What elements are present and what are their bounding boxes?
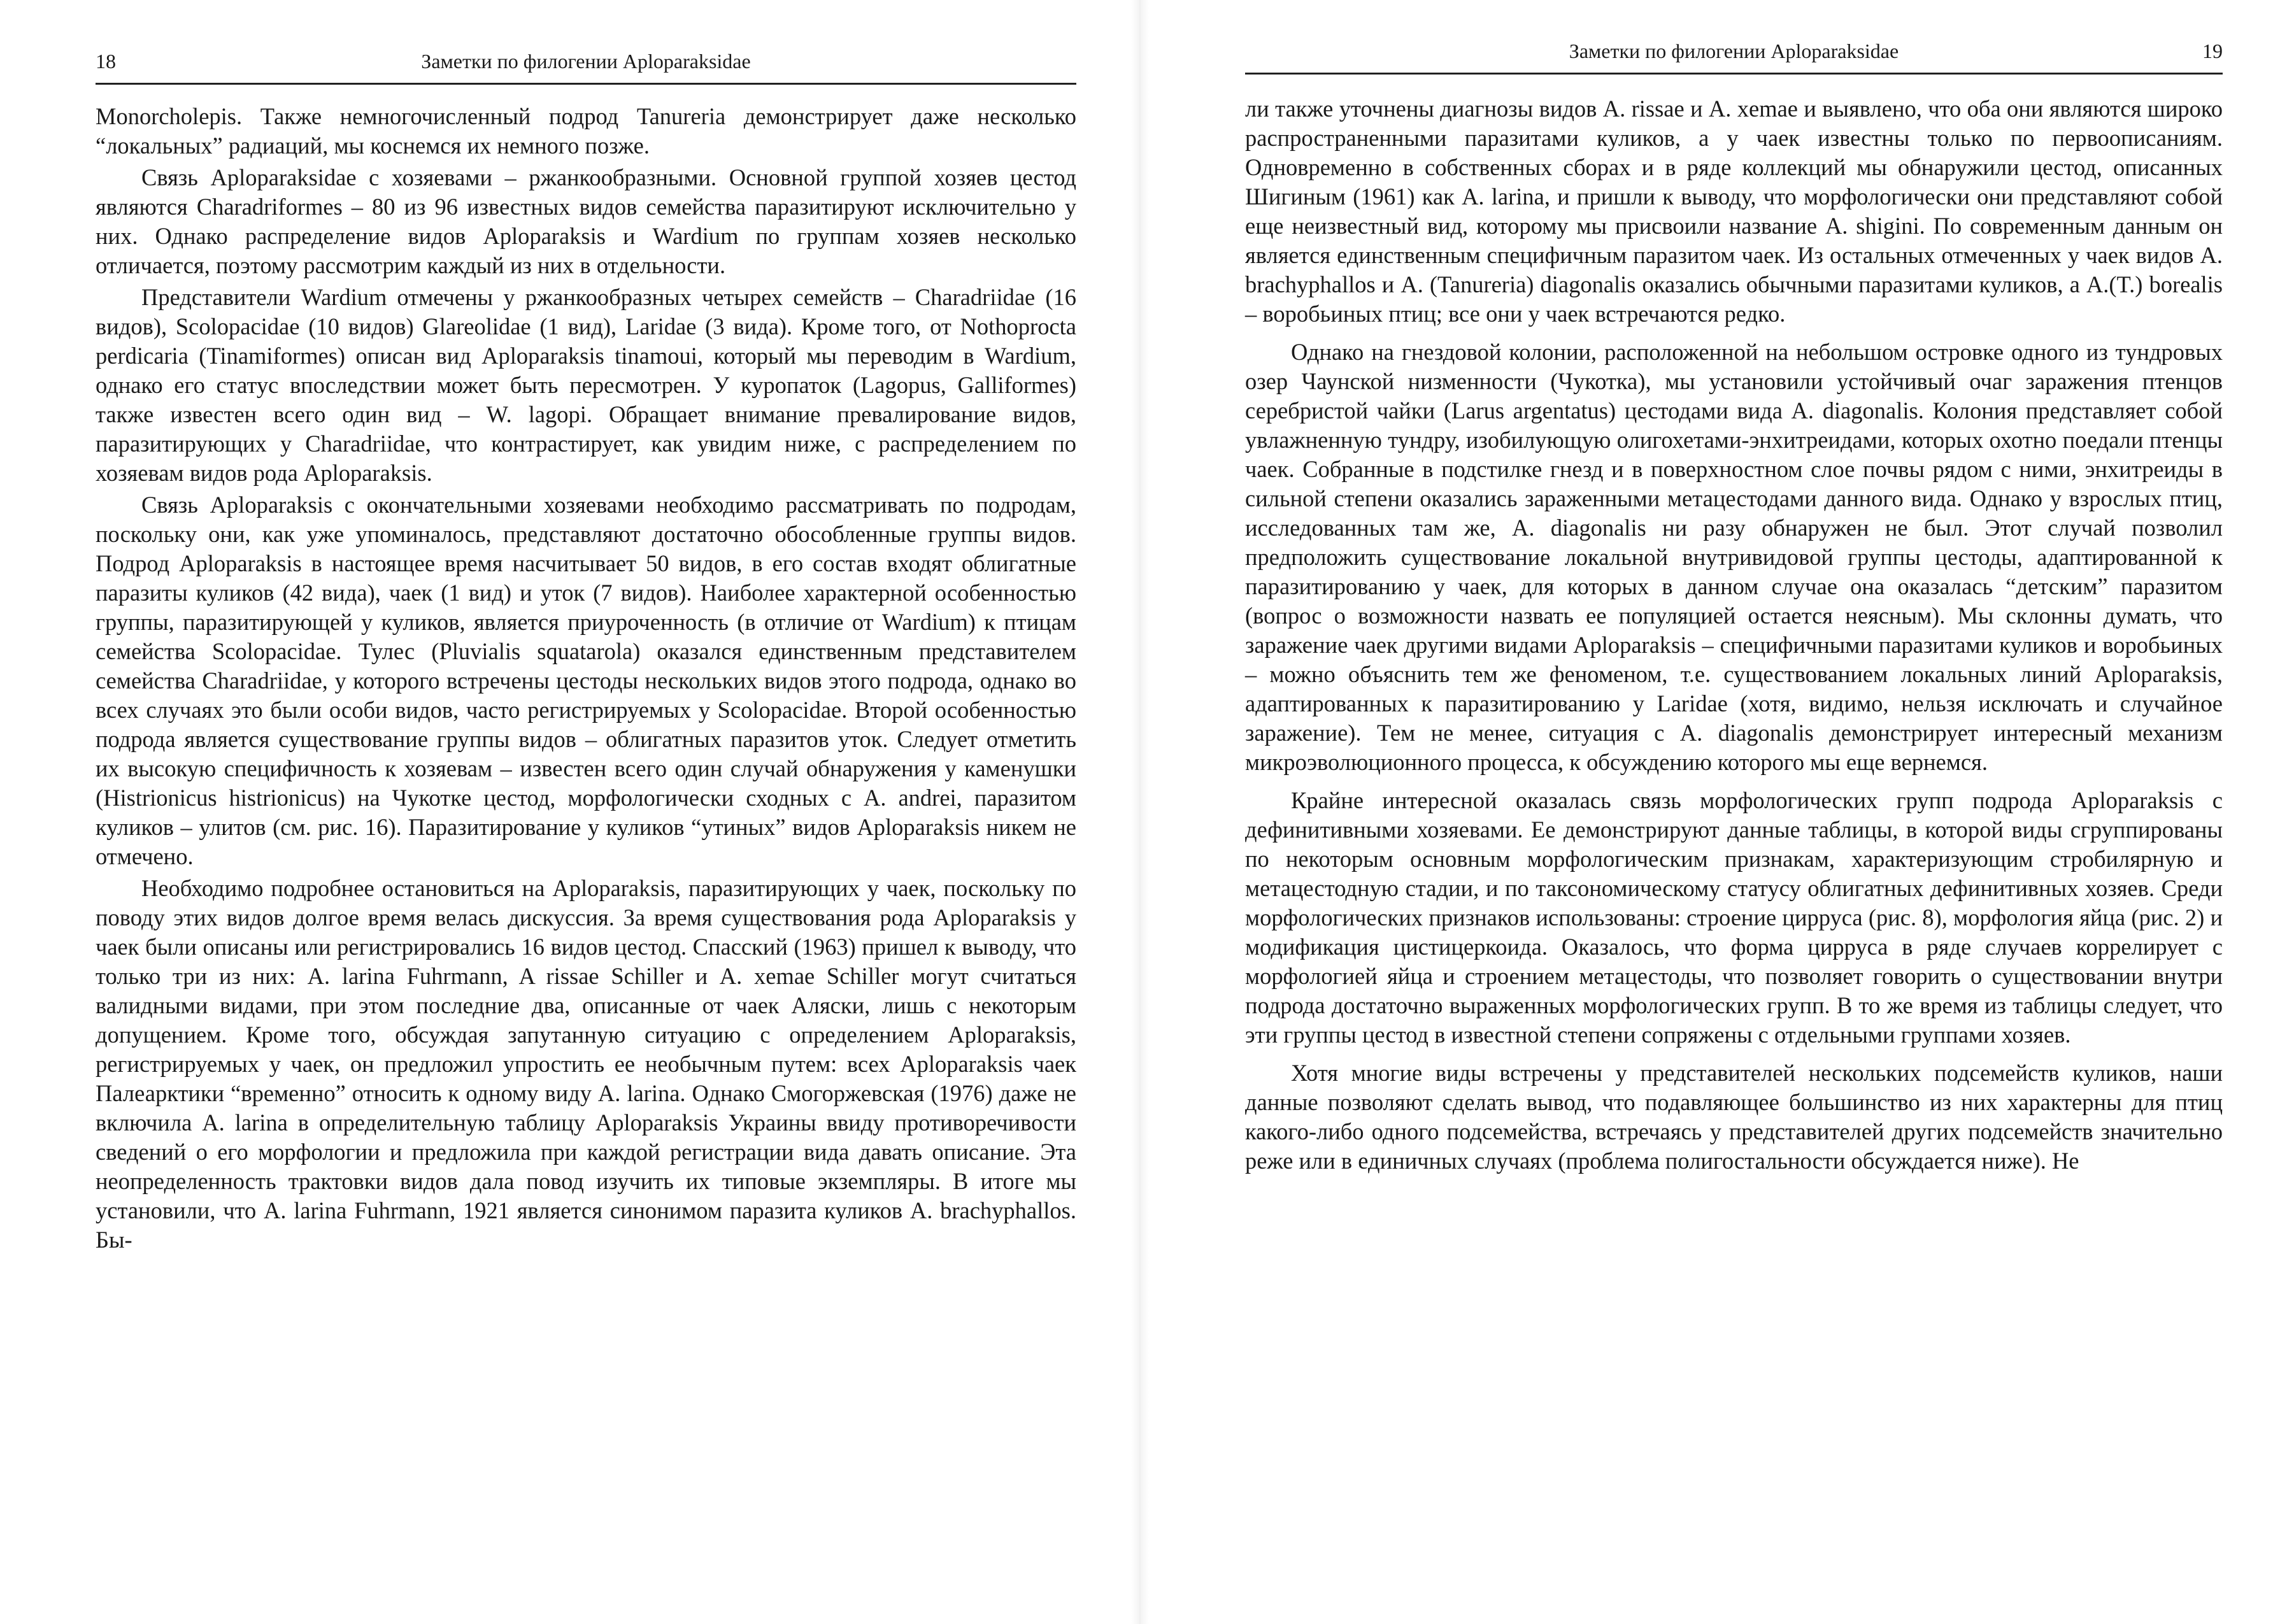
left-page-header — [96, 42, 1076, 80]
page-number: 19 — [2202, 39, 2223, 62]
right-page — [1140, 0, 2280, 1624]
paragraph: Крайне интересной оказалась связь морфологических групп подрода Aploparaksis с дефинитивными хозяевами. Ее демонстрируют данные таблицы, в которой виды сгруппированы по некоторым основным морфологическим признакам, характеризующим стробилярную и метацестодную стадии, и по таксономическому статусу облигатных дефинитивных хозяев. Среди морфологических признаков использованы: строение цирруса (рис. 8), морфология яйца (рис. 2) и модификация цистицеркоида. Оказалось, что форма цирруса в ряде случаев коррелирует с морфологией яйца и строением метацестоды, что позволяет говорить о существовании внутри подрода достаточно выраженных морфологических групп. В то же время из таблицы следует, что эти группы цестод в известной степени сопряжены с отдельными группами хозяев. — [1245, 787, 2223, 1048]
paragraph: Связь Aploparaksis с окончательными хозяевами необходимо рассматривать по подродам, поскольку они, как уже упоминалось, представляют достаточно обособленные группы видов. Подрод Aploparaksis в настоящее время насчитывает 50 видов, в его состав входят облигатные паразиты куликов (42 вида), чаек (1 вид) и уток (7 видов). Наиболее характерной особенностью группы, паразитирующей у куликов, является приуроченность (в отличие от Wardium) к птицам семейства Scolopacidae. Тулес (Pluvialis squatarola) оказался единственным представителем семейства Charadriidae, у которого встречены цестоды нескольких видов этого подрода, однако во всех случаях это были особи видов, часто регистрируемых у Scolopacidae. Второй особенностью подрода является существование группы видов – облигатных паразитов уток. Следует отметить их высокую специфичность к хозяевам – известен всего один случай обнаружения у каменушки (Histrionicus histrionicus) на Чукотке цестод, морфологически сходных с A. andrei, паразитом куликов – улитов (см. рис. 16). Паразитирование у куликов “утиных” видов Aploparaksis никем не отмечено. — [96, 492, 1076, 869]
paragraph: Однако на гнездовой колонии, расположенной на небольшом островке одного из тундровых озер Чаунской низменности (Чукотка), мы установили устойчивый очаг заражения птенцов серебристой чайки (Larus argentatus) цестодами вида A. diagonalis. Колония представляет собой увлажненную тундру, изобилующую олигохетами-энхитреидами, которых охотно поедали птенцы чаек. Собранные в подстилке гнезд и в поверхностном слое почвы рядом с ними, энхитреиды в сильной степени оказались зараженными метацестодами данного вида. Однако у взрослых птиц, исследованных там же, A. diagonalis ни разу обнаружен не был. Этот случай позволил предположить существование локальной внутривидовой группы цестоды, адаптированной к паразитированию у чаек, для которых в данном случае она оказалась “детским” паразитом (вопрос о возможности назвать ее популяцией остается неясным). Мы склонны думать, что заражение чаек другими видами Aploparaksis – специфичными паразитами куликов и воробьиных – можно объяснить тем же феноменом, т.е. существованием локальных линий Aploparaksis, адаптированных к паразитированию у Laridae (хотя, видимо, нельзя исключать и случайное заражение). Тем не менее, ситуация с A. diagonalis демонстрирует интересный механизм микроэволюционного процесса, к обсуждению которого мы еще вернемся. — [1245, 339, 2223, 775]
page-number: 18 — [96, 50, 116, 73]
right-page-body — [1245, 94, 2223, 1176]
paragraph: Хотя многие виды встречены у представителей нескольких подсемейств куликов, наши данные позволяют сделать вывод, что подавляющее большинство из них характерны для птиц какого-либо одного подсемейства, встречаясь у представителей других подсемейств значительно реже или в единичных случаях (проблема полигостальности обсуждается ниже). Не — [1245, 1060, 2223, 1174]
right-page-header — [1245, 32, 2223, 70]
paragraph: Связь Aploparaksidae с хозяевами – ржанкообразными. Основной группой хозяев цестод являются Charadriformes – 80 из 96 известных видов семейства паразитируют исключительно у них. Однако распределение видов Aploparaksis и Wardium по группам хозяев несколько отличается, поэтому рассмотрим каждый из них в отдельности. — [96, 164, 1076, 278]
paragraph: Необходимо подробнее остановиться на Aploparaksis, паразитирующих у чаек, поскольку по поводу этих видов долгое время велась дискуссия. За время существования рода Aploparaksis у чаек были описаны или регистрировались 16 видов цестод. Спасский (1963) пришел к выводу, что только три из них: A. larina Fuhrmann, A rissae Schiller и A. xemae Schiller могут считаться валидными видами, при этом последние два, описанные от чаек Аляски, лишь с некоторым допущением. Кроме того, обсуждая запутанную ситуацию с определением Aploparaksis, регистрируемых у чаек, он предложил упростить ее необычным путем: всех Aploparaksis чаек Палеарктики “временно” относить к одному виду A. larina. Однако Смогоржевская (1976) даже не включила A. larina в определительную таблицу Aploparaksis Украины ввиду противоречивости сведений о его морфологии и предложила при каждой регистрации вида давать описание. Эта неопределенность трактовки видов дала повод изучить их типовые экземпляры. В итоге мы установили, что A. larina Fuhrmann, 1921 является синонимом паразита куликов A. brachyphallos. Бы- — [96, 875, 1076, 1253]
left-page-body — [96, 102, 1076, 1255]
running-title: Заметки по филогении Aploparaksidae — [421, 50, 751, 73]
header-rule — [96, 83, 1076, 85]
paragraph: Представители Wardium отмечены у ржанкообразных четырех семейств – Charadriidae (16 видов), Scolopacidae (10 видов) Glareolidae (1 вид), Laridae (3 вида). Кроме того, от Nothoprocta perdicaria (Tinamiformes) описан вид Aploparaksis tinamoui, который мы переводим в Wardium, однако его статус впоследствии может быть пересмотрен. У куропаток (Lagopus, Galliformes) также известен всего один вид – W. lagopi. Обращает внимание превалирование видов, паразитирующих у Charadriidae, что контрастирует, как увидим ниже, с распределением по хозяевам видов рода Aploparaksis. — [96, 284, 1076, 486]
running-title: Заметки по филогении Aploparaksidae — [1569, 39, 1899, 62]
paragraph: ли также уточнены диагнозы видов A. rissae и A. xemae и выявлено, что оба они являются широко распространенными паразитами куликов, а у чаек известны только по первоописаниям. Одновременно в собственных сборах и в ряде коллекций мы обнаружили цестод, описанных Шигиным (1961) как A. larina, и пришли к выводу, что морфологически они представляют собой еще неизвестный вид, которому мы присвоили название A. shigini. По современным данным он является единственным специфичным паразитом чаек. Из остальных отмеченных у чаек видов A. brachyphallos и A. (Tanureria) diagonalis оказались обычными паразитами куликов, а A.(T.) borealis – воробьиных птиц; все они у чаек встречаются редко. — [1245, 96, 2223, 327]
header-rule — [1245, 73, 2223, 75]
paragraph: Monorcholepis. Также немногочисленный подрод Tanureria демонстрирует даже несколько “локальных” радиаций, мы коснемся их немного позже. — [96, 103, 1076, 159]
